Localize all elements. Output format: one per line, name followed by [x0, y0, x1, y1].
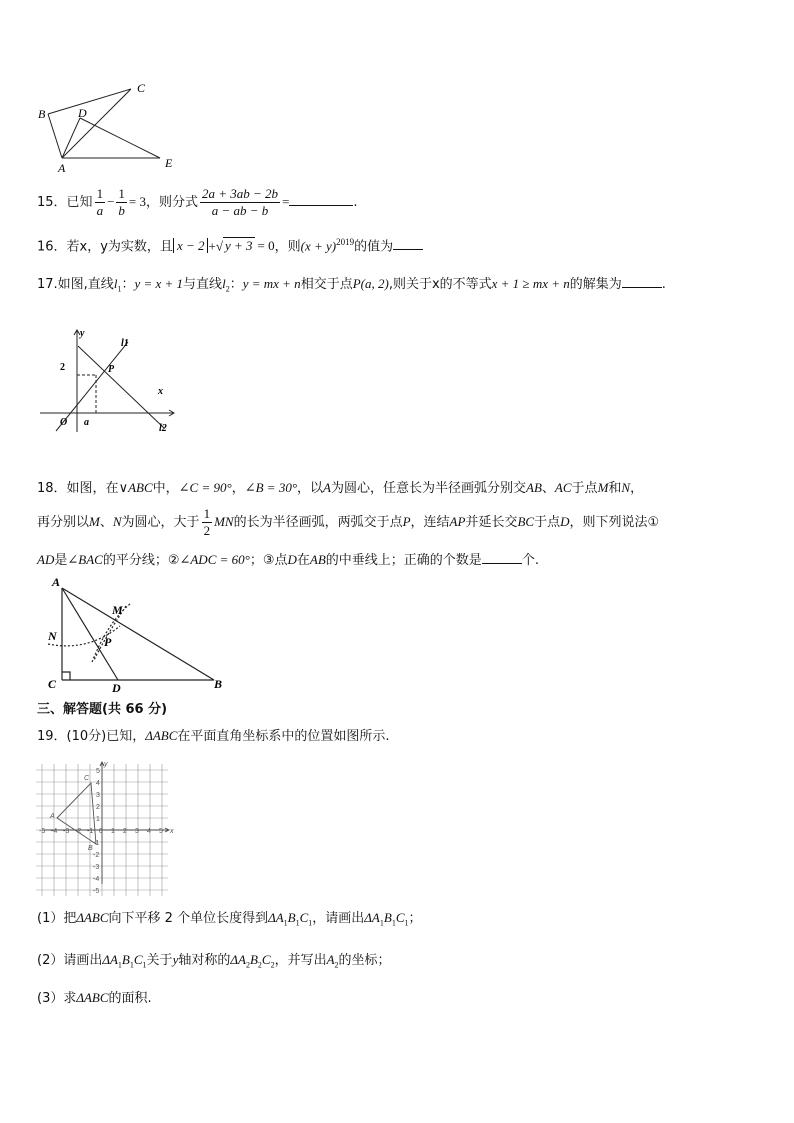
subscript: 2 [225, 284, 230, 294]
q18-text: 于点 [571, 481, 598, 496]
axis-label-x: x [158, 386, 163, 397]
point-a: A [323, 480, 331, 495]
point-p: P(a, 2) [352, 276, 389, 291]
tick-label-2: 2 [60, 362, 65, 373]
fraction-numerator: 2a + 3ab − 2b [202, 186, 279, 201]
point-label-c: C [84, 775, 90, 782]
y-tick-label: 4 [96, 780, 100, 787]
question-number: 17 [37, 277, 54, 292]
q18-text: 并延长交 [465, 515, 518, 530]
x-tick-label: 5 [159, 828, 163, 835]
q19-3-text: (3）求 [37, 991, 77, 1006]
q17-text: 相交于点 [300, 277, 353, 292]
axis-label-x: x [170, 828, 174, 835]
x-tick-label: 0 [99, 828, 103, 835]
point-n: N [621, 480, 631, 495]
right-angle-mark [62, 672, 70, 680]
question-19-part-2 [37, 950, 391, 976]
equals-sign: = [282, 194, 290, 209]
angle-c: ∠C = 90° [178, 480, 232, 495]
fraction-one-half [202, 506, 213, 539]
q18-text: 的长为半径画弧，两弧交于点 [233, 515, 403, 530]
colon: ： [121, 277, 135, 292]
x-tick-label: -3 [63, 828, 70, 835]
segment-ad [62, 118, 80, 158]
triangle-abc: ΔABC [145, 728, 178, 743]
y-tick-label: 2 [96, 804, 100, 811]
x-tick-label: -1 [87, 828, 94, 835]
point-label-a: A [52, 575, 61, 589]
line-l2 [78, 346, 164, 428]
triangle-abc: ∨ABC [118, 480, 153, 495]
point-label-p: P [104, 635, 112, 649]
absolute-value: x − 2 [173, 238, 209, 253]
q19-2-text: 关于 [146, 953, 173, 968]
axis-label-y: y [104, 761, 108, 768]
question-18-line-3 [37, 550, 539, 571]
segment-ab: AB [526, 480, 542, 495]
y-tick-label: 5 [96, 768, 100, 775]
angle-bac: ∠BAC [67, 552, 103, 567]
point-label-a: A [58, 161, 66, 175]
triangle-abc: ΔABC [76, 910, 109, 925]
subscript: 1 [391, 918, 396, 928]
x-tick-label: -4 [51, 828, 58, 835]
plus-sign: + [208, 238, 216, 254]
x-tick-label: -2 [75, 828, 82, 835]
line-name: l [222, 276, 226, 291]
x-tick-label: 1 [111, 828, 115, 835]
point-m: M [597, 480, 609, 495]
triangle-a2b2c2: ΔA [230, 952, 246, 967]
fraction-denominator: 2 [203, 523, 211, 538]
vertex-b: B [249, 952, 258, 967]
axis-label-y: y [80, 328, 85, 339]
q19-2-text: 的坐标； [338, 953, 391, 968]
segment-mn: MN [214, 514, 234, 529]
subscript: 1 [295, 918, 300, 928]
q18-text: ，则下列说法① [569, 515, 660, 530]
q18-text: 的平分线；② [102, 553, 180, 568]
y-tick-label: -5 [93, 888, 100, 895]
q18-text: 于点 [534, 515, 561, 530]
line-name: l [113, 276, 118, 291]
vertex-c: C [261, 952, 271, 967]
subscript: 1 [283, 918, 288, 928]
q19-2-text: (2）请画出 [37, 953, 103, 968]
y-tick-label: -1 [93, 840, 100, 847]
question-16: 16．若x，y为实数，且 x − 2 +√ y + 3 = 0，则$(x + y)^{2019}$的值为 [37, 232, 423, 257]
point-n: N [112, 514, 122, 529]
subscript: 1 [129, 960, 134, 970]
segment-ad: AD [37, 552, 55, 567]
segment-ad [62, 588, 118, 680]
vertex-b: B [383, 910, 392, 925]
question-19-part-3 [37, 988, 152, 1009]
fraction-expression [200, 186, 280, 219]
question-19-part-1 [37, 908, 422, 934]
inequality: x + 1 ≥ mx + n [491, 276, 570, 291]
vertex-c: C [133, 952, 143, 967]
q18-text: ， [231, 481, 245, 496]
q19-2-text: ，并写出 [274, 953, 327, 968]
x-tick-label: 2 [123, 828, 127, 835]
answer-blank[interactable] [482, 551, 522, 564]
vertex-a: A [326, 952, 335, 967]
q16-text: 的值为 [354, 239, 394, 255]
subscript: 1 [117, 284, 122, 294]
point-label-c: C [137, 81, 146, 95]
point-label-b: B [214, 677, 223, 691]
q18-text: 的中垂线上；正确的个数是 [325, 553, 482, 568]
q17-text: 的解集为 [569, 277, 622, 292]
x-tick-label: 4 [147, 828, 151, 835]
segment-bc: BC [517, 514, 535, 529]
q18-text: 是 [54, 553, 68, 568]
q19-2-text: 轴对称的 [178, 953, 231, 968]
line-equation-2: y = mx + n [242, 276, 301, 291]
q16-text: 若x，y为实数，且 [66, 239, 173, 255]
subscript: 1 [142, 960, 147, 970]
question-number: 16． [37, 239, 67, 255]
point-p: P [402, 514, 411, 529]
q15-text: 已知 [66, 195, 93, 210]
question-18-line-2 [37, 504, 659, 541]
equation-rhs: = 0 [257, 238, 275, 254]
segment-ab [62, 588, 214, 680]
point-label-b: B [88, 845, 93, 852]
section-heading: 三、解答题(共 66 分) [37, 702, 168, 717]
question-17 [37, 274, 666, 300]
fraction-1-over-b [116, 186, 127, 219]
subscript: 2 [270, 960, 275, 970]
point-label-d: D [78, 106, 87, 120]
fraction-numerator: 1 [203, 506, 211, 521]
segment-ac: AC [554, 480, 572, 495]
q18-text: 和 [608, 481, 622, 496]
q18-text: 个. [521, 553, 539, 568]
subscript: 2 [257, 960, 262, 970]
subscript: 2 [245, 960, 250, 970]
q17-text: .如图,直线 [53, 277, 114, 292]
q19-text: 在平面直角坐标系中的位置如图所示. [177, 729, 390, 744]
line-label-l1: l1 [121, 338, 129, 349]
question-number: 18． [37, 481, 67, 496]
line-equation-1: y = x + 1 [134, 276, 184, 291]
point-d: D [560, 514, 570, 529]
q17-text: 与直线 [183, 277, 223, 292]
subscript: 1 [308, 918, 313, 928]
angle-b: ∠B = 30° [244, 480, 298, 495]
origin-label: O [60, 417, 68, 428]
q18-text: 如图，在 [66, 481, 119, 496]
fraction-denominator: b [118, 203, 125, 218]
coordinate-grid [39, 760, 175, 895]
q18-text: 、 [541, 481, 555, 496]
y-tick-label: -3 [93, 864, 100, 871]
q15-text: ，则分式 [146, 195, 199, 210]
point-label-b: B [38, 107, 46, 121]
q19-1-text: (1）把 [37, 911, 77, 926]
equation-rhs: = 3 [128, 194, 146, 209]
point-label-a: A [50, 813, 55, 820]
fraction-1-over-a [95, 186, 106, 219]
triangle-a1b1c1: ΔA [268, 910, 284, 925]
fraction-numerator: 1 [96, 186, 104, 201]
answer-blank[interactable] [622, 275, 662, 288]
x-tick-labels [39, 828, 163, 835]
q19-3-text: 的面积. [108, 991, 152, 1006]
q16-text: ，则 [274, 239, 301, 255]
point-label-e: E [165, 156, 173, 170]
vertex-b: B [121, 952, 130, 967]
segment-ap: AP [449, 514, 466, 529]
question-18-line-1 [37, 478, 643, 499]
power-exponent: 2019 [336, 237, 355, 247]
question-19 [37, 726, 390, 747]
triangle-a1b1c1: ΔA [364, 910, 380, 925]
colon: ： [229, 277, 243, 292]
y-tick-label: -2 [93, 852, 100, 859]
power-base: (x + y) [300, 238, 337, 254]
point-label-n: N [48, 629, 57, 643]
vertex-c: C [299, 910, 309, 925]
q18-text: ，以 [297, 481, 324, 496]
point-label-c: C [48, 677, 57, 691]
q19-1-text: 向下平移 2 个单位长度得到 [108, 911, 269, 926]
point-label-p: P [108, 364, 115, 375]
segment-ab: AB [309, 552, 326, 567]
point-label-m: M [112, 603, 123, 617]
y-tick-label: -4 [93, 876, 100, 883]
point-label-d: D [112, 681, 121, 695]
question-number: 19．(10分)已知， [37, 729, 146, 744]
q17-text: ,则关于x的不等式 [388, 277, 492, 292]
subscript: 1 [117, 960, 122, 970]
figure-q14 [30, 80, 190, 175]
answer-blank[interactable] [289, 193, 353, 206]
question-number: 15． [37, 195, 67, 210]
square-root: y + 3 [224, 238, 253, 254]
angle-adc: ∠ADC = 60° [179, 552, 250, 567]
figure-q17 [36, 324, 186, 436]
fraction-numerator: 1 [118, 186, 125, 201]
y-tick-label: 3 [96, 792, 100, 799]
q18-text: ，连结 [410, 515, 450, 530]
axis-y: y [172, 952, 179, 967]
q19-1-text: ，请画出 [312, 911, 365, 926]
q18-text: 为圆心，大于 [121, 515, 200, 530]
minus-sign: − [107, 194, 115, 209]
fraction-denominator: a [96, 203, 104, 218]
q18-text: 在 [296, 553, 310, 568]
period: . [353, 195, 358, 210]
q18-text: 再分别以 [37, 515, 90, 530]
y-tick-label: 1 [96, 816, 100, 823]
subscript: 1 [404, 918, 409, 928]
subscript: 1 [379, 918, 384, 928]
q18-text: 、 [99, 515, 113, 530]
point-d: D [287, 552, 297, 567]
q18-text: 为圆心，任意长为半径画弧分别交 [331, 481, 527, 496]
triangle-abc: ΔABC [76, 990, 109, 1005]
vertex-b: B [287, 910, 296, 925]
segment-ba [48, 114, 62, 158]
q18-text: ；③点 [249, 553, 288, 568]
vertex-c: C [395, 910, 405, 925]
tick-label-a: a [84, 417, 89, 428]
segment-de [80, 118, 160, 158]
q18-text: ， [630, 481, 644, 496]
triangle-a1b1c1: ΔA [102, 952, 118, 967]
figure-q18 [38, 574, 238, 696]
line-label-l2: l2 [159, 423, 167, 434]
x-tick-label: 3 [135, 828, 139, 835]
x-tick-label: -5 [39, 828, 46, 835]
period: . [661, 277, 666, 292]
q18-text: 中， [152, 481, 179, 496]
point-m: M [89, 514, 100, 529]
question-15 [37, 184, 358, 221]
subscript: 2 [334, 960, 339, 970]
q19-1-text: ； [408, 911, 422, 926]
answer-blank[interactable] [393, 237, 423, 250]
fraction-denominator: a − ab − b [211, 203, 269, 218]
